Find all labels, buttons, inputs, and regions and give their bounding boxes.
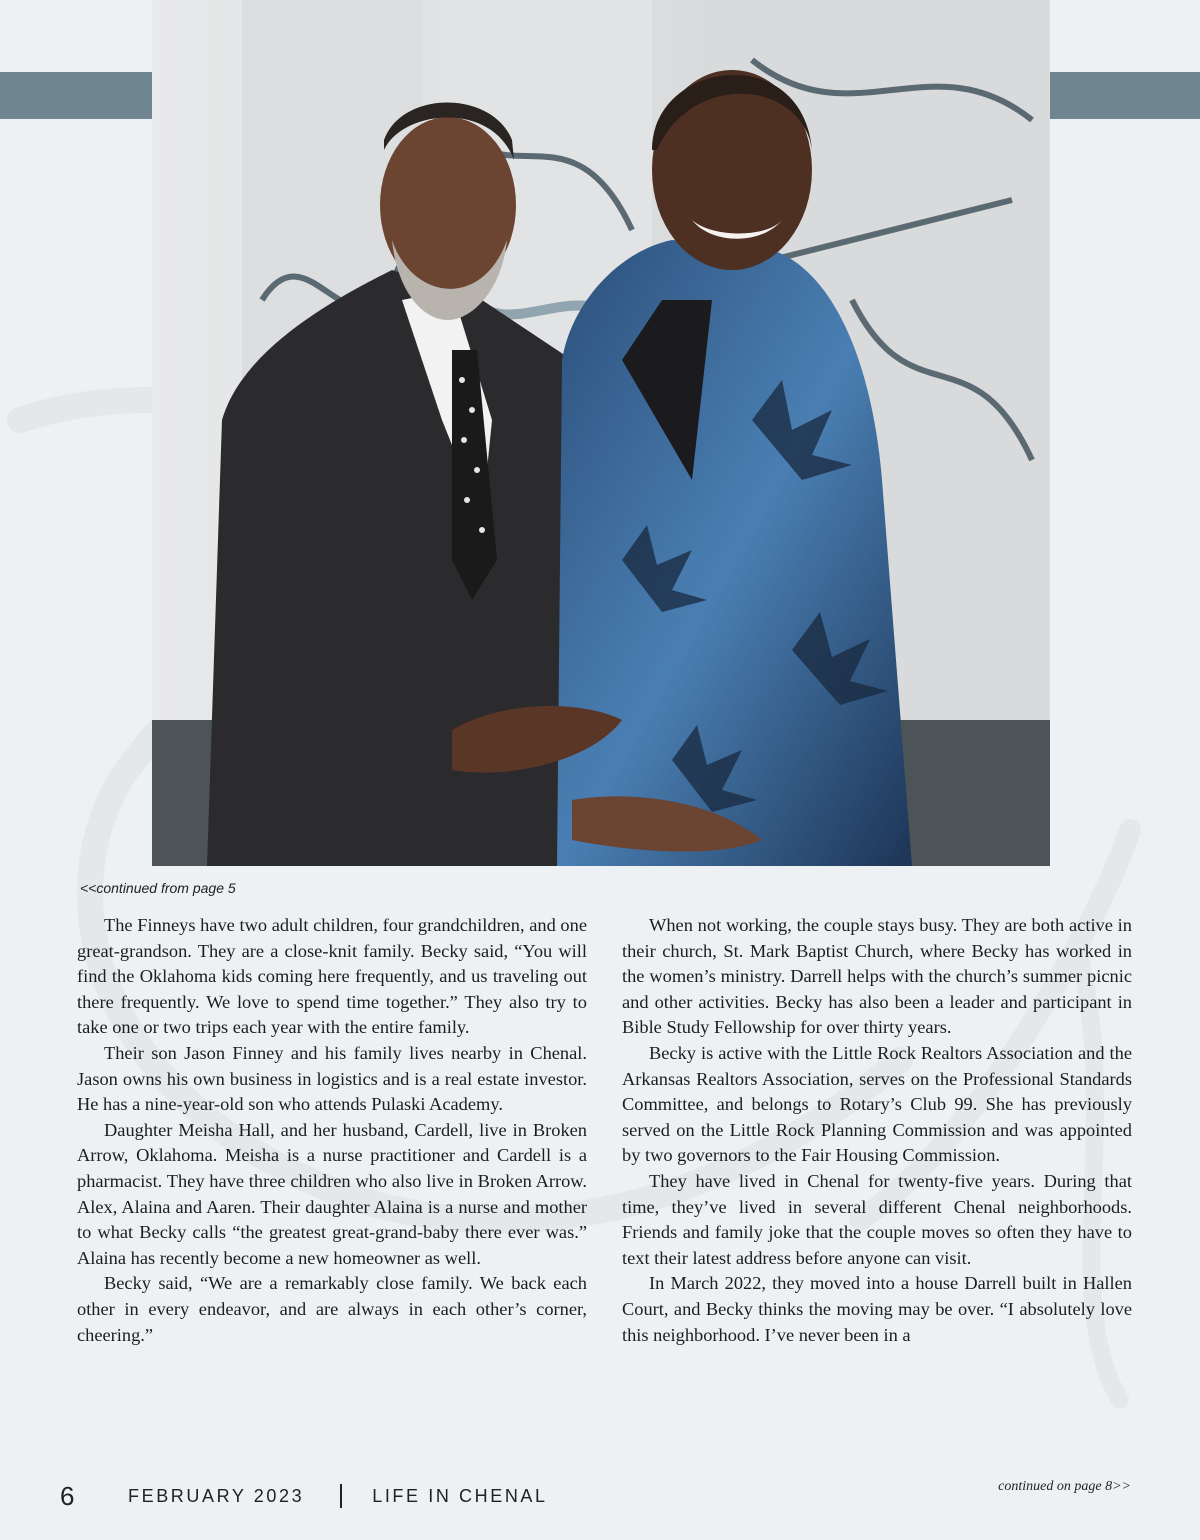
issue-date: FEBRUARY 2023 bbox=[128, 1485, 305, 1506]
page-number: 6 bbox=[60, 1480, 75, 1511]
paragraph: Their son Jason Finney and his family lives nearby in Chenal. Jason owns his own business in logistics and is a real estate investor. He has a nine-year-old son who attends Pulaski Academy. bbox=[77, 1042, 587, 1115]
paragraph: Becky said, “We are a remarkably close family. We back each other in every endeavor, and are always in each other’s corner, cheering.” bbox=[77, 1273, 587, 1345]
continued-on-note: continued on page 8>> bbox=[998, 1479, 1131, 1494]
paragraph: They have lived in Chenal for twenty-five years. During that time, they’ve lived in several different Chenal neighborhoods. Friends and family joke that the couple moves so often they have to text their latest address before anyone can visit. bbox=[622, 1170, 1132, 1268]
paragraph: The Finneys have two adult children, four grandchildren, and one great-grandson. They are a close-knit family. Becky said, “You will find the Oklahoma kids coming here frequently, and us traveling out there frequently. We love to spend time together.” They also try to take one or two trips each year with the entire family. bbox=[77, 915, 587, 1038]
page-footer bbox=[60, 1480, 548, 1512]
paragraph: In March 2022, they moved into a house Darrell built in Hallen Court, and Becky thinks the moving may be over. “I absolutely love this neighborhood. I’ve never been in a bbox=[622, 1273, 1132, 1345]
paragraph: Daughter Meisha Hall, and her husband, Cardell, live in Broken Arrow, Oklahoma. Meisha is a nurse practitioner and Cardell is a pharmacist. They have three children who also live in Broken Arrow. Alex, Alaina and Aaren. Their daughter Alaina is a nurse and mother to what Becky calls “the greatest great-grand-baby there ever was.” Alaina has recently become a new homeowner as well. bbox=[77, 1119, 587, 1268]
article-column-right bbox=[622, 913, 1132, 1348]
header-band-left bbox=[0, 72, 152, 119]
couple-portrait-photo bbox=[152, 0, 1050, 866]
article-column-left bbox=[77, 913, 587, 1348]
paragraph: When not working, the couple stays busy. They are both active in their church, St. Mark Baptist Church, where Becky has worked in the women’s ministry. Darrell helps with the church’s summer picnic and other activities. Becky has also been a leader and participant in Bible Study Fellowship for over thirty years. bbox=[622, 915, 1132, 1038]
continued-from-note: <<continued from page 5 bbox=[80, 880, 236, 896]
paragraph: Becky is active with the Little Rock Realtors Association and the Arkansas Realtors Association, serves on the Professional Standards Committee, and belongs to Rotary’s Club 99. She has previously served on the Little Rock Planning Commission and was appointed by two governors to the Fair Housing Commission. bbox=[622, 1042, 1132, 1166]
footer-divider bbox=[340, 1484, 342, 1508]
header-band-right bbox=[1050, 72, 1200, 119]
photo-illustration bbox=[152, 0, 1050, 866]
publication-name: LIFE IN CHENAL bbox=[372, 1485, 548, 1506]
